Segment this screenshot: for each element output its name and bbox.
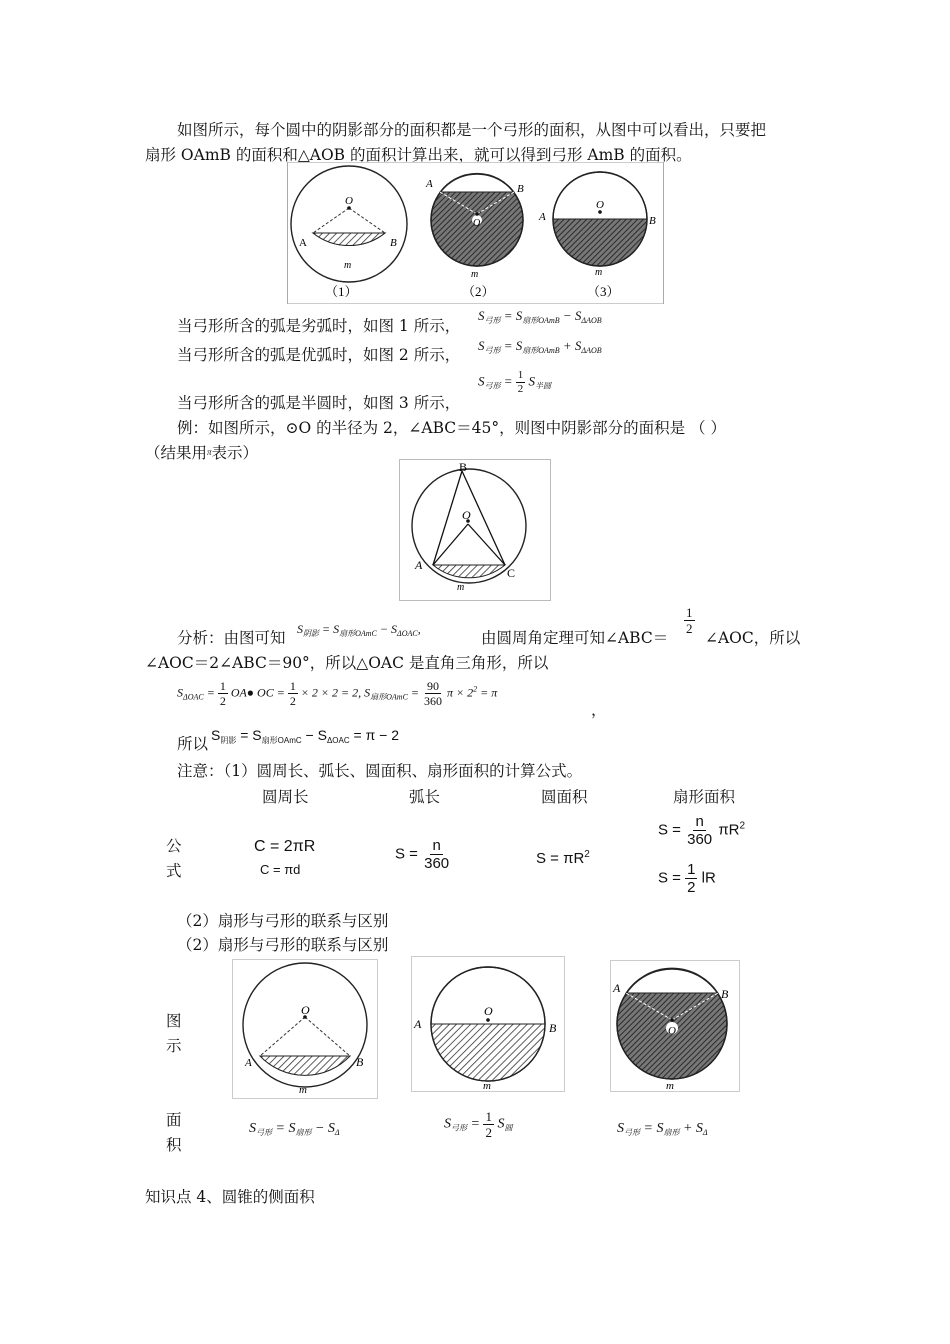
header-circle-area: 圆面积 — [541, 788, 588, 806]
fig1-label-o: O — [345, 195, 353, 207]
example-label-b: B — [459, 460, 468, 474]
p2f1-label-o: O — [301, 1003, 310, 1017]
part2-title-1: （2）扇形与弓形的联系与区别 — [177, 912, 389, 930]
p2f3-label-a: A — [613, 981, 621, 995]
fig2-label-m: m — [471, 269, 479, 280]
p2f1-label-m: m — [299, 1084, 307, 1096]
row-label-figure-2: 示 — [166, 1037, 182, 1055]
case-major-text: 当弓形所含的弧是优弧时，如图 2 所示， — [177, 346, 461, 364]
figure-3-semicircle-segment — [538, 172, 656, 299]
row-label-area-2: 积 — [166, 1136, 182, 1154]
fig3-label-a: A — [539, 211, 546, 223]
segment-formula-minor: $S_{弓形} = S_{扇形} - S_\Delta$ — [249, 1121, 340, 1137]
fig3-caption: （3） — [587, 284, 620, 299]
fig1-label-a: A — [299, 237, 307, 249]
fig1-caption: （1） — [325, 284, 358, 299]
p2f3-label-b: B — [721, 987, 729, 1001]
arc-length-formula: S = $\frac{n}{360}$ — [395, 837, 450, 872]
analysis-final-formula: $S_{阴影} = S_{扇形OAmC} - S_{\Delta OAC} = \pi - 2$ — [211, 727, 399, 745]
sector-area-formula-2: S = $\frac{1}{2}$ lR — [658, 861, 716, 896]
sector-vs-segment-figure-2 — [411, 956, 565, 1092]
header-circumference: 圆周长 — [262, 788, 309, 806]
segment-figures — [287, 162, 664, 304]
example-figure — [399, 459, 551, 601]
fig1-label-b: B — [390, 237, 397, 249]
p2f3-label-o: O — [668, 1025, 676, 1037]
fig2-label-b: B — [517, 183, 524, 195]
fig2-label-o: O — [473, 218, 481, 229]
example-label-m: m — [457, 582, 465, 593]
analysis-formula-1: $S_{阴影} = S_{扇形OAmC} - S_{\Delta OAC}$, — [297, 622, 421, 638]
analysis-calc: $S_{\Delta OAC}$ = $\frac{1}{2}$ OA● OC = $\frac{1}{2}$ × 2 × 2 = 2, $S_{扇形OAmC}$ = $\frac{90}{360}$ $\pi \times 2^2 = \pi$ — [177, 679, 498, 708]
circumference-formula-1: C = 2πR — [254, 838, 316, 855]
p2f1-label-b: B — [356, 1055, 364, 1069]
row-label-formula-2: 式 — [166, 862, 182, 880]
header-sector-area: 扇形面积 — [673, 788, 736, 806]
figure-1-minor-segment — [291, 166, 407, 299]
fig2-label-a: A — [426, 178, 433, 190]
example-label-c: C — [507, 566, 516, 580]
p2f2-label-m: m — [483, 1080, 491, 1092]
analysis-line-2: ∠AOC＝2∠ABC＝90°，所以△OAC 是直角三角形，所以 — [145, 654, 549, 672]
example-label-o: O — [462, 508, 471, 522]
p2f3-label-m: m — [666, 1080, 674, 1092]
row-label-figure-1: 图 — [166, 1012, 182, 1030]
fig3-label-m: m — [595, 267, 603, 278]
header-arc-length: 弧长 — [409, 788, 441, 806]
p2f2-label-b: B — [549, 1021, 557, 1035]
case-semi-text: 当弓形所含的弧是半圆时，如图 3 所示， — [177, 394, 461, 412]
p2f1-label-a: A — [245, 1057, 252, 1069]
analysis-so: 所以 — [177, 735, 209, 753]
sector-area-formula-1: S = $\frac{n}{360}$ $\pi R^2$ — [658, 813, 746, 848]
figure-2-major-segment — [425, 173, 524, 299]
segment-formula-major: $S_{弓形} = S_{扇形} + S_\Delta$ — [617, 1121, 708, 1137]
fig1-label-m: m — [344, 260, 352, 271]
section-heading-cone: 知识点 4、圆锥的侧面积 — [145, 1188, 315, 1206]
note-title: 注意：（1）圆周长、弧长、圆面积、扇形面积的计算公式。 — [177, 762, 583, 780]
case-minor-formula: $S_{弓形} = S_{扇形OAmB} - S_{\Delta AOB}$ — [478, 308, 602, 325]
part2-title-2: （2）扇形与弓形的联系与区别 — [177, 936, 389, 954]
example-note: （结果用π表示） — [145, 444, 259, 462]
analysis-mid: 由圆周角定理可知∠ABC＝ — [481, 629, 669, 647]
sector-vs-segment-figure-1 — [232, 959, 378, 1099]
fig3-label-b: B — [649, 215, 656, 227]
row-label-area-1: 面 — [166, 1111, 182, 1129]
case-semi-formula: $S_{弓形}$ = $\frac{1}{2}$ $S_{半圆}$ — [478, 369, 552, 395]
example-question: 例：如图所示，⊙O 的半径为 2，∠ABC＝45°，则图中阴影部分的面积是 （ ） — [177, 419, 726, 437]
example-label-a: A — [415, 558, 423, 572]
analysis-half-fraction: $\frac{1}{2}$ — [686, 605, 693, 636]
fig3-label-o: O — [596, 199, 604, 211]
intro-line-2: 扇形 OAmB 的面积和△AOB 的面积计算出来，就可以得到弓形 AmB 的面积。 — [145, 146, 692, 164]
analysis-prefix: 分析：由图可知 — [177, 629, 286, 647]
analysis-comma: ， — [591, 701, 607, 719]
p2f2-label-o: O — [484, 1004, 493, 1018]
row-label-formula-1: 公 — [166, 837, 182, 855]
circle-area-formula: $S = \pi R^2$ — [536, 849, 590, 867]
case-major-formula: $S_{弓形} = S_{扇形OAmB} + S_{\Delta AOB}$ — [478, 338, 602, 355]
analysis-mid-end: ∠AOC，所以 — [705, 629, 801, 647]
fig2-caption: （2） — [462, 284, 495, 299]
circumference-formula-2: C = πd — [260, 862, 301, 877]
case-minor-text: 当弓形所含的弧是劣弧时，如图 1 所示， — [177, 317, 461, 335]
p2f2-label-a: A — [414, 1017, 422, 1031]
sector-vs-segment-figure-3 — [610, 960, 740, 1092]
intro-line-1: 如图所示，每个圆中的阴影部分的面积都是一个弓形的面积，从图中可以看出，只要把 — [177, 121, 767, 139]
segment-formula-semicircle: $S_{弓形}$ = $\frac{1}{2}$ $S_圆$ — [444, 1109, 513, 1140]
